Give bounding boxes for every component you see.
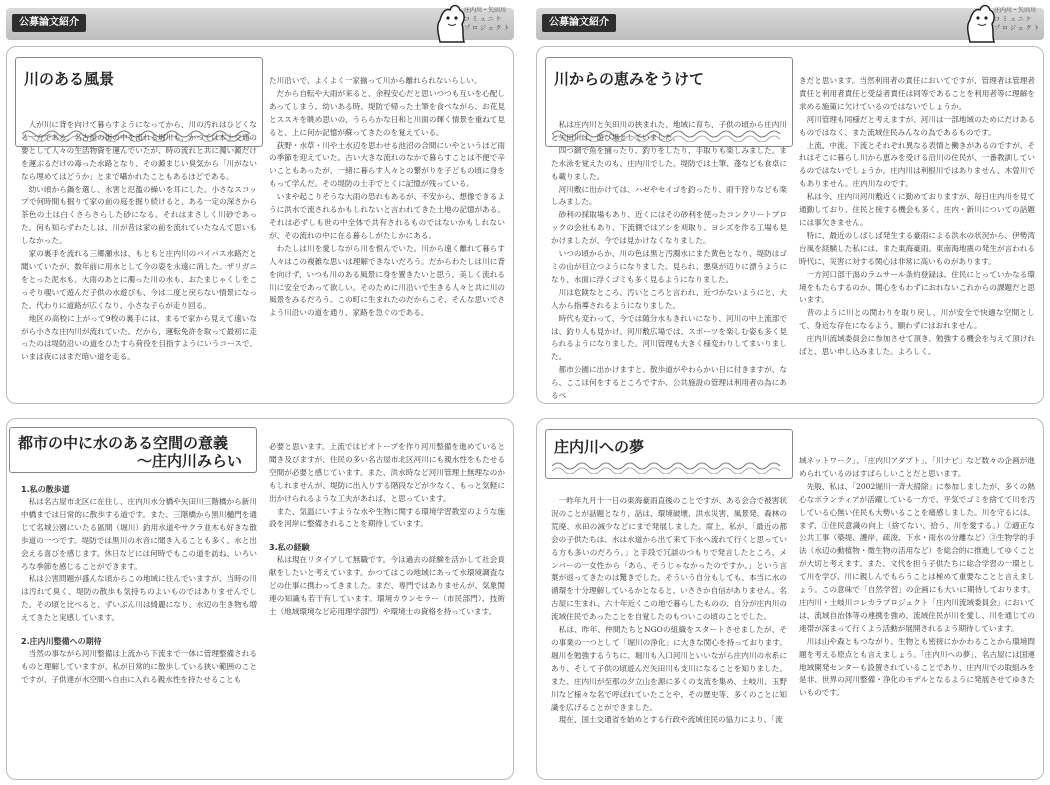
paragraph: わたしは川を愛しながら川を恨んでいた。川から遠く離れて暮らす人々はこの複雑な思いは理解できないだろう。だからわたしは川に背を向けず、いつも川のある風景に身を置きたいと思う。美しく流れる川に安全であって欲しい。そのために川沿いで生きる人々と共に川の風景をみるだろう。この町に生まれたのだからこそ、そんな思いでさよう川沿いの道を通り、家路を急ぐのである。 <box>269 243 505 318</box>
article-column <box>551 119 787 401</box>
paragraph: 河川管理も同様だと考えますが、河川は一部地域のためにだけあるものではなく、また流域住民みんなの為であるものです。 <box>799 114 1035 137</box>
paragraph: 私は今、庄内川河川敷近くに勤めておりますが、毎日庄内川を見て通勤しており、住民と接する機会も多く、庄内・新川についての話題には事欠きません。 <box>799 192 1035 227</box>
article-panel <box>6 418 514 780</box>
article-panel <box>536 418 1044 780</box>
paragraph: だから自転や大雨が来ると、余程安心だと思いつつも互いを心配しあってしまう。幼いある時、堤防で帰った土筆を食べながら、お花見とススキを眺め思いの、うららかな日和と川面の輝く情景を重ねて見ると、上に何か記憶が蘇ってきたのを覚えている。 <box>269 88 505 137</box>
section-tag: 公募論文紹介 <box>542 14 616 32</box>
paragraph: 川は危険なところ、汚いところと言われ、近づかないようにと、大人から指導されるようになりました。 <box>551 287 787 310</box>
paragraph: 家の裏手を流れる三郷瀬水は、もともと庄内川のバイパス水路だと聞いていたが、数年前に用水として今の姿を永遠に消した。ザリガニをとった泥水も、大雨のあとに濁った川の水も、おたまじゃくしをこっそり覗いて遊んだ子供の水遊びも、今は二度と戻らない情景になった。代わりに道路が広くなり、小さな子らが走り回る。 <box>21 249 257 310</box>
article-column <box>551 495 787 777</box>
logo-text: 庄内川・矢田川 コ ミ ュ ニ ケ プ ロ ジ ェ ク ト <box>994 7 1040 32</box>
paragraph: 昔のように川との関わりを取り戻し、川が安全で快適な空間として、身近な存在になるよう、願わずにはおれません。 <box>799 308 1035 331</box>
paragraph: いつの頃からか、川の色は黒と汚濁水にまた黄色となり、堤防はゴミの山が目立つようになりました。見られ、悪臭が辺りに漂うようになり、水面に浮くゴミも多く見るようになりました。 <box>551 249 787 284</box>
article-title: 川のある風景 <box>24 70 115 88</box>
article-column <box>21 119 257 401</box>
paragraph: 時代も変わって、今では随分水もきれいになり、河川の中上流部では、釣り人も見かけ、河川敷広場では、スポーツを楽しむ姿も多く見られるようになりました。河川管理も大きく様変わりしてまいりました。 <box>551 313 787 362</box>
wave-decoration <box>552 460 788 474</box>
section-heading: 1.私の散歩道 <box>21 485 70 494</box>
project-logo <box>964 2 1050 44</box>
paragraph: きだと思います。当然利用者の責任においてですが、管理者は管理者責任と利用者責任と受益者責任は同等であることを利用者等に理解を求める施策に欠けているのではないでしょうか。 <box>799 76 1035 111</box>
paragraph: た川沿いで、よくよく一家揃って川から離れられないらしい。 <box>269 76 482 85</box>
section-heading: 2.庄内川整備への期待 <box>21 637 102 647</box>
right-page <box>530 0 1050 785</box>
paragraph: 必要と思います。上流ではビオトープを作り河川整備を進めていると聞き及びますが、住民の多い名古屋市北区河川にも親水性をもたせる空間が必要と感じています。また、洪水時など河川管理上無理なのかもしれませんが、堤防に出入りする階段などが少なく、もっと気軽に出かけられるような工夫があれば、と思っています。 <box>269 442 505 503</box>
logo-text: 庄内川・矢田川 コ ミ ュ ニ ケ プ ロ ジ ェ ク ト <box>464 7 510 32</box>
section-tag: 公募論文紹介 <box>12 14 86 32</box>
article-column <box>799 75 1035 401</box>
article-title: 都市の中に水のある空間の意義 <box>18 434 229 452</box>
paragraph: 人が川に背を向けて暮らすようになってから、川の汚れはひどくなる一方である。名古屋の街の中を流れる堀川も、かつては本上交通の要として人々の生活物資を運んでいたが、時の流れと共に濁い澱だけを運ぶるだけの毒った水路となり、その澱まじい臭気から「川がないなら埋めてはどうか」とまで囁かれたこともあるほどである。 <box>21 120 257 181</box>
article-column <box>269 441 505 777</box>
article-panel <box>536 46 1044 404</box>
article-panel <box>6 46 514 404</box>
paragraph: 庄内川流域委員会に参加させて頂き、勉強する機会を与えて頂ければと、思い申し込みました。よろしく。 <box>799 334 1035 357</box>
title-box <box>9 427 257 473</box>
paragraph: 地区の高校に上がって9校の裏手には、まるで家から見えて遠いながら小さな庄内川が流れていた。だから、運転免許を取って最初に走ったのは堤防沿いの道をひたすら荷役を目指すようにいうコースで、いまは夜にはまだ暗い道を走る。 <box>21 313 257 362</box>
section-heading: 3.私の経験 <box>269 543 310 553</box>
paragraph: いまや起こりそうな大雨の恐れもあるが、不安から、想像できるように洪水で流されるかもしれないと言われてきた土地の記憶がある。それは必ずしも世の中全体で共有されるものではないかもしれないが、その流れの中に在る暮らしがたしかにある。 <box>269 192 505 240</box>
paragraph: 先般、私は、「2002堀川一斉大掃除」に参加しましたが、多くの熱心なボランティアが活躍している一方で、平気でゴミを捨てて川を汚している心無い住民も大勢いることを痛感しました。川を守るには、まず、①住民意識の向上（捨てない、拾う、川を愛する。）②適正な公共工事（築堤、護岸、疏浚、下水・雨水の分離など）③生物学的手法（水辺の動植物・微生物の活用など）を総合的に推進してゆくことが大切と考えます。また、文代を担う子供たちに総合学習の一環として川を学び、川に親しんでもらうことは極めて重要なことと言えましょう。この意味で「自然学習」の企画にも大いに期待しております。庄内川・土岐川コレカラプロジェクト「庄内川流域委員会」においては、流域自治体等の連携を強め、流域住民が川を愛し、川を通じての連帯が深まって行くよう活動が展開されるよう期待しています。 <box>799 481 1035 633</box>
paragraph: 荻野・水草・川や土水辺を思わせる池沼の合間にいやというほど雨の季節を迎えていた。古い大きな流れのなかで暮らすことは不便で辛いこともあったが、一緒に暮らす人々との繋がりを子どもの頃に身をもって学んだ。その堤防の土手でとくに記憶が残っている。 <box>269 140 505 189</box>
paragraph: 私は現在リタイアして無職です。今は過去の経験を活かして社会貢献をしたいと考えています。かつてはこの地域にあって水環境調査などの仕事に携わってきました。まだ、専門ではありませんが、気象関連の知識も若干有しています。環境カウンセラー（市民部門）、技術士（地域環境など応用理学部門）や環境士の資格を持っています。 <box>269 555 505 616</box>
project-logo <box>434 2 520 44</box>
paragraph: 幼い頃から鍋を選し、水害と氾濫の繰いを耳にした。小さなスコップで何時間も掘りて家の前の庭を掘り続けると、ある一定の深さから茶色の土は白くさらさらした砂になる。それはまさしく川砂であった。何も知らずわたしは、川が昔は家の前を流れていたなんて思いもしなかった。 <box>21 184 257 246</box>
paragraph: 川は山や森ともつながり、生物とも密接にかかわることから環境問題を考える原点とも言えましょう。「庄内川への夢」、名古屋には国連地域開発センターも設置されていることであり、庄内川での取組みを是非、世界の河川整備・浄化のモデルとなるように発展させてゆきたいものです。 <box>799 636 1035 698</box>
mascot-icon <box>964 2 998 44</box>
article-column <box>21 483 257 777</box>
title-box <box>545 429 793 479</box>
paragraph: また、気温にいすような水や生物に関する環境学習教室のような施設を河岸に整備されることを期待しています。 <box>269 506 505 529</box>
article-column <box>269 75 505 401</box>
paragraph: 河川敷に出かけては、ハゼやセイゴを釣ったり、雨干狩りなども楽しみました。 <box>551 184 787 207</box>
paragraph: 現在、国土交通省を始めとする行政や流域住民の協力により、「流 <box>558 715 783 725</box>
paragraph: 砂利の採取場もあり、近くにはその砂利を使ったコンクリートブロックの会社もあり、下流側ではアシを刈取り、ヨシズを作る工場も見かけましたが、今では見かけなくなりました。 <box>551 210 787 246</box>
paragraph: 一昨年九月十一日の東海豪雨直後のことですが、ある会合で被害状況のことが話題となり、話は、環境破壊、洪水災害、風景発、森林の荒廃、水田の減少などにまで発展しました。席上、私が、「最近の都会の子供たちは、水は水道から出て来て下水へ流れて行くと思っている方も多いのだろう。」と手段で冗談のつもりで発言したところ、メンバーの一女性から「あら、そうじゃなかったのですか。」という言葉が返ってきたのは驚きでした。そういう自分もしても、本当に水の循環を十分理解しているかとなると、いささか自信がありません。名古屋に生まれ、六十年近くこの地で暮らしたものの、自分が庄内川の流域住民であったことを自覚したのもついこの頃のことでした。 <box>551 496 787 622</box>
paragraph: 都市公園に出かけますと、散歩道がやわらかい日に付きますが、なら、ここは何をするところですか、公共施設の管理は利用者の為にあるべ <box>551 365 787 401</box>
left-page <box>0 0 520 785</box>
article-column <box>799 455 1035 777</box>
paragraph: 私は名古屋市北区に在住し、庄内川水分橋や矢田川三階橋から新川中橋までは日常的に散歩する道です。また、三階橋から黒川樋門を通じて名城公園にいたる區間（堀川）釣用水道やサクラ並木も好きな散歩道の一つです。堤防では黒川の水音に聞き入ることも多く、水と出会える喜びを感じます。休日などには何時でもこの道を訪ね、いろいろな季節を感じることができます。 <box>21 497 257 571</box>
article-title: 川からの恵みをうけて <box>554 70 705 88</box>
paragraph: 一方河口部干潟のラムサール条約登録は、住民にとっていかなる環境をもたらするのか、関心をもわずにおれないこれからの課題だと思います。 <box>799 269 1035 305</box>
paragraph: 上流、中流、下流とそれぞれ異なる表情と働きがあるのですが、それはそこに暮らし川から恵みを受ける沿川の住民が、一番教訓しているのではないでしょうか。庄内川は利根川ではありません、木曽川でもありません。庄内川なのです。 <box>799 140 1035 189</box>
mascot-icon <box>434 2 468 44</box>
paragraph: 特に、最近のしばしば発生する豪雨による洪水の状況から、伊勢湾台風を経験した私には、また東海豪雨、東南海地震の発生が言われる時代に、災害に対する関心は非常に高いものがあります。 <box>799 230 1035 266</box>
paragraph: 私は、昨年、仲間たちとNGOの組織をスタートさせましたが、その事業の一つとして「堀川の浄化」に大きな関心を持っております。堀川を勉強するうちに、堀川も入口河川といいながら庄内川の水系にあり、そして子供の頃遊んだ矢田川も支川になることを知りました。また、庄内川が至那の夕立山を源に多くの支流を集め、土岐川、玉野川など様々な名で呼ばれていたことや、その歴史等、多くのことに知識を広げることができました。 <box>551 625 787 712</box>
paragraph: 四つ網で魚を捕ったり、釣りをしたり、手取りも楽しみました。また水泳を覚えたのも、庄内川でした。堤防では土筆、蓬なども食卓にも載りました。 <box>551 145 787 181</box>
paragraph: 私は庄内川と矢田川の挟まれた、地域に育ち、子供の頃から庄内川と矢田川は、遊び場としていました。 <box>551 120 787 142</box>
article-title: 庄内川への夢 <box>554 438 645 456</box>
paragraph: 域ネットワーク」、「庄内川アダプト」、「川ナビ」など数々の企画が進められているのはすばらしいことだと思います。 <box>799 456 1035 478</box>
paragraph: 当然の事ながら河川整備は上流から下流まで一体に管理整備されるものと理解していますが、私が日常的に散歩している狭い範囲のことですが、子供達が水空間へ自由に入れる親水性を持たせることも <box>21 649 257 684</box>
article-subtitle: ～庄内川みらい <box>136 452 242 470</box>
paragraph: 私は公害問題が盛んな頃からこの地域に住んでいますが、当時の川は汚れて臭く、堤防の散歩も気持ちのよいものではありませんでした。その頃と比べると、ずいぶん川は綺麗になり、水辺の生き物も増えてきたと実感しています。 <box>21 574 257 623</box>
